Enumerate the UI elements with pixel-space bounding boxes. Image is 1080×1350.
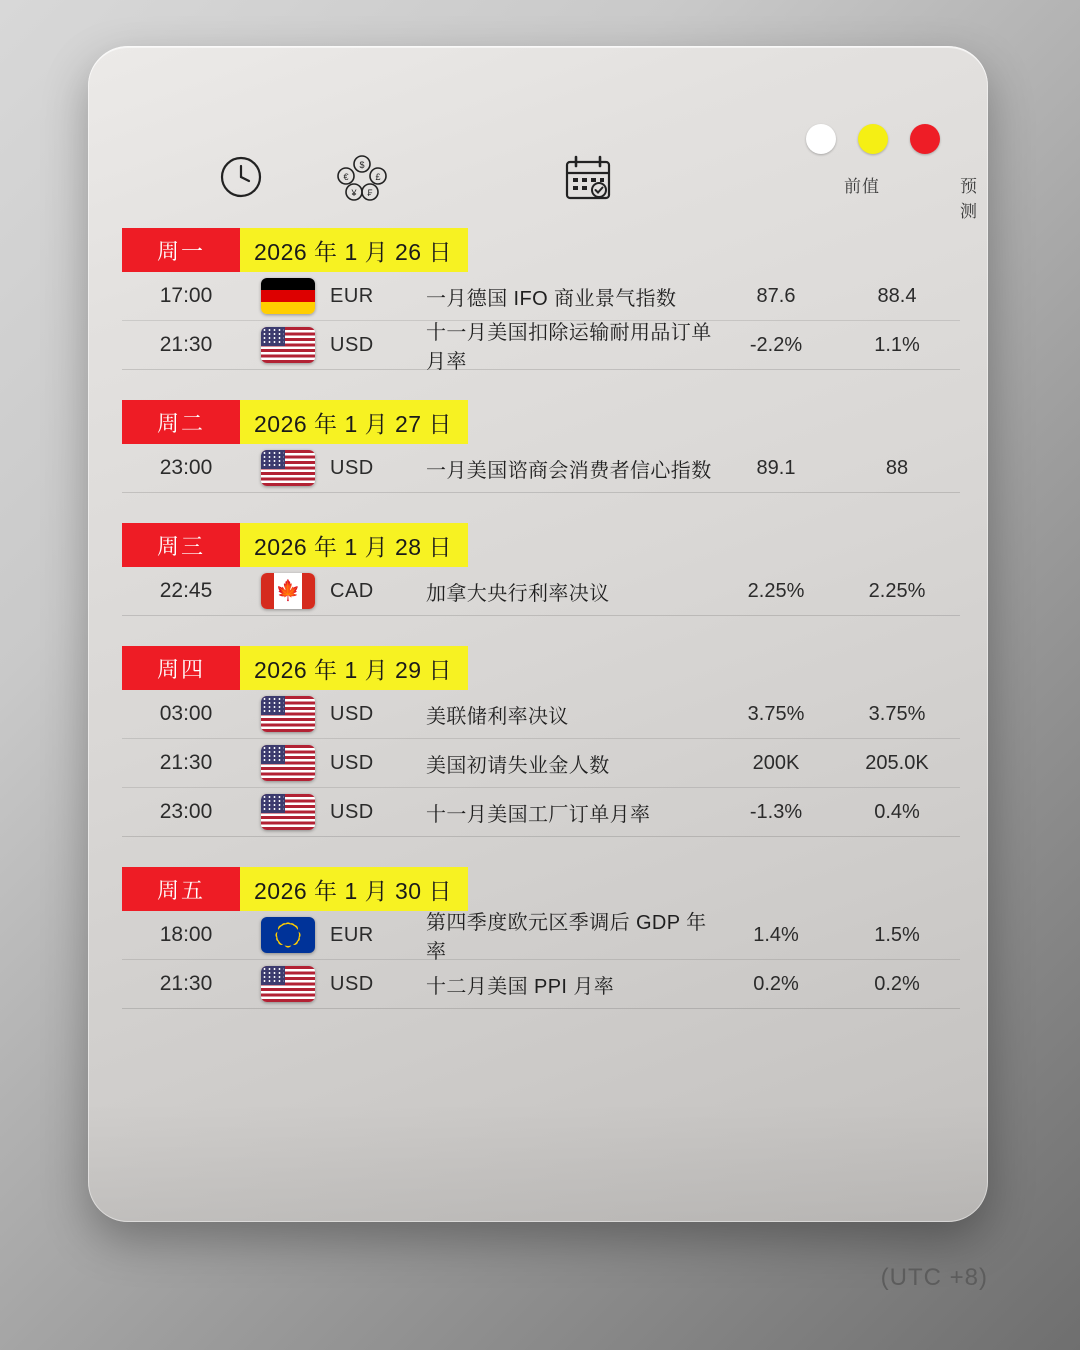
- table-header: [122, 146, 978, 224]
- day-block: [122, 400, 960, 493]
- event-flag: [246, 327, 330, 363]
- flag-germany-icon: [261, 278, 315, 314]
- day-of-week-badge: 周五: [122, 867, 240, 911]
- event-time: 03:00: [159, 702, 213, 725]
- event-currency: USD: [330, 800, 374, 823]
- event-title: 十二月美国 PPI 月率: [426, 975, 615, 998]
- event-currency: EUR: [330, 923, 374, 946]
- event-title: 一月美国谘商会消费者信心指数: [426, 459, 712, 482]
- event-previous-value: 2.25%: [747, 579, 805, 602]
- day-header: [122, 867, 960, 911]
- event-title: 美国初请失业金人数: [426, 754, 610, 777]
- day-date-badge: 2026 年 1 月 29 日: [240, 646, 468, 690]
- event-forecast-value: 3.75%: [868, 702, 926, 725]
- event-row[interactable]: [122, 788, 960, 837]
- event-flag: [246, 917, 330, 953]
- event-row[interactable]: [122, 444, 960, 493]
- svg-text:€: €: [343, 172, 349, 182]
- day-date-badge: 2026 年 1 月 28 日: [240, 523, 468, 567]
- flag-usa-icon: [261, 327, 315, 363]
- event-previous-value: 0.2%: [753, 972, 799, 995]
- event-time: 21:30: [159, 751, 213, 774]
- day-block: [122, 646, 960, 837]
- event-title: 十一月美国扣除运输耐用品订单月率: [426, 322, 712, 373]
- timezone-label: (UTC +8): [880, 1264, 988, 1291]
- day-of-week-badge: 周一: [122, 228, 240, 272]
- svg-text:£: £: [375, 172, 381, 182]
- forecast-column-header: 预测: [960, 177, 978, 221]
- calendar-window: [88, 46, 988, 1222]
- event-row[interactable]: [122, 739, 960, 788]
- calendar-icon: [562, 154, 614, 209]
- day-block: [122, 228, 960, 373]
- currency-icon: [334, 154, 390, 211]
- event-currency: CAD: [330, 579, 374, 602]
- event-currency: USD: [330, 456, 374, 479]
- day-header: [122, 523, 960, 567]
- event-row[interactable]: [122, 690, 960, 739]
- event-forecast-value: 1.1%: [874, 333, 920, 356]
- event-flag: [246, 696, 330, 732]
- event-previous-value: 3.75%: [747, 702, 805, 725]
- event-flag: [246, 450, 330, 486]
- svg-text:$: $: [359, 160, 365, 170]
- event-flag: [246, 745, 330, 781]
- event-row[interactable]: [122, 321, 960, 373]
- event-previous-value: 200K: [752, 751, 800, 774]
- event-flag: [246, 573, 330, 609]
- event-previous-value: -1.3%: [749, 800, 803, 823]
- day-date-badge: 2026 年 1 月 26 日: [240, 228, 468, 272]
- event-title: 第四季度欧元区季调后 GDP 年率: [426, 912, 707, 963]
- event-currency: USD: [330, 702, 374, 725]
- day-of-week-badge: 周二: [122, 400, 240, 444]
- event-forecast-value: 205.0K: [865, 751, 929, 774]
- event-title: 美联储利率决议: [426, 705, 569, 728]
- flag-usa-icon: [261, 745, 315, 781]
- svg-text:¥: ¥: [351, 188, 357, 198]
- event-time: 18:00: [159, 923, 213, 946]
- flag-eu-icon: [261, 917, 315, 953]
- event-time: 21:30: [159, 333, 213, 356]
- event-title: 加拿大央行利率决议: [426, 582, 610, 605]
- event-previous-value: 1.4%: [753, 923, 799, 946]
- event-row[interactable]: [122, 960, 960, 1009]
- flag-usa-icon: [261, 966, 315, 1002]
- event-row[interactable]: [122, 567, 960, 616]
- flag-usa-icon: [261, 794, 315, 830]
- event-currency: USD: [330, 751, 374, 774]
- event-forecast-value: 2.25%: [868, 579, 926, 602]
- day-spacer: [122, 620, 960, 646]
- flag-usa-icon: [261, 450, 315, 486]
- event-time: 17:00: [159, 284, 213, 307]
- event-currency: EUR: [330, 284, 374, 307]
- day-block: [122, 523, 960, 616]
- svg-text:₣: ₣: [367, 188, 373, 198]
- event-row[interactable]: [122, 272, 960, 321]
- event-forecast-value: 0.4%: [874, 800, 920, 823]
- event-flag: [246, 278, 330, 314]
- event-time: 23:00: [159, 800, 213, 823]
- event-forecast-value: 88: [885, 456, 909, 479]
- event-flag: [246, 794, 330, 830]
- flag-canada-icon: 🍁: [261, 573, 315, 609]
- day-date-badge: 2026 年 1 月 30 日: [240, 867, 468, 911]
- day-spacer: [122, 841, 960, 867]
- event-title: 一月德国 IFO 商业景气指数: [426, 287, 677, 310]
- clock-icon: [218, 154, 264, 205]
- day-spacer: [122, 374, 960, 400]
- day-spacer: [122, 497, 960, 523]
- day-header: [122, 646, 960, 690]
- event-row[interactable]: [122, 911, 960, 963]
- event-time: 21:30: [159, 972, 213, 995]
- previous-column-header: 前值: [844, 177, 880, 196]
- event-currency: USD: [330, 972, 374, 995]
- events-list: [122, 228, 960, 1013]
- event-forecast-value: 0.2%: [874, 972, 920, 995]
- day-header: [122, 228, 960, 272]
- day-of-week-badge: 周四: [122, 646, 240, 690]
- event-previous-value: 89.1: [756, 456, 796, 479]
- event-previous-value: 87.6: [756, 284, 796, 307]
- event-previous-value: -2.2%: [749, 333, 803, 356]
- event-forecast-value: 1.5%: [874, 923, 920, 946]
- event-time: 23:00: [159, 456, 213, 479]
- event-time: 22:45: [159, 579, 213, 602]
- flag-usa-icon: [261, 696, 315, 732]
- event-title: 十一月美国工厂订单月率: [426, 803, 651, 826]
- event-flag: [246, 966, 330, 1002]
- event-currency: USD: [330, 333, 374, 356]
- event-forecast-value: 88.4: [877, 284, 917, 307]
- day-of-week-badge: 周三: [122, 523, 240, 567]
- day-block: [122, 867, 960, 1009]
- day-header: [122, 400, 960, 444]
- day-date-badge: 2026 年 1 月 27 日: [240, 400, 468, 444]
